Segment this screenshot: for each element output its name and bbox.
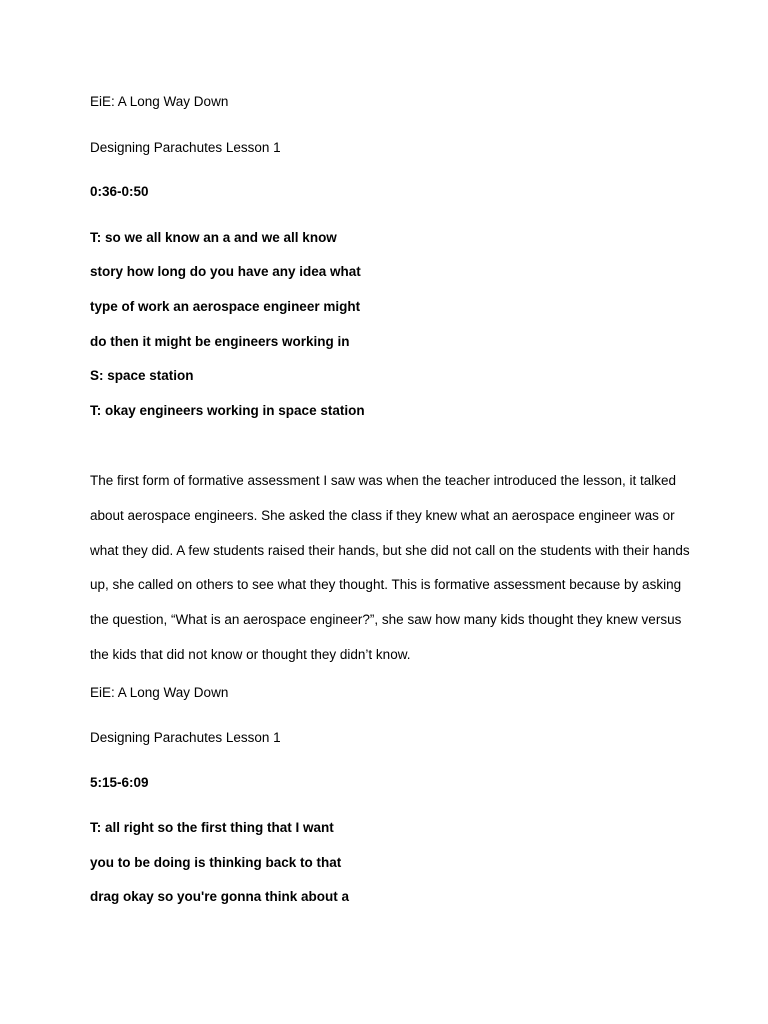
transcript-line: S: space station bbox=[90, 368, 194, 383]
transcript-line: T: so we all know an a and we all know bbox=[90, 230, 337, 245]
section2-timestamp: 5:15-6:09 bbox=[90, 775, 149, 790]
transcript-line: do then it might be engineers working in bbox=[90, 334, 350, 349]
transcript-line: drag okay so you're gonna think about a bbox=[90, 889, 349, 904]
section2-title: EiE: A Long Way Down bbox=[90, 685, 229, 700]
section1-timestamp: 0:36-0:50 bbox=[90, 184, 149, 199]
section1-title: EiE: A Long Way Down bbox=[90, 94, 229, 109]
transcript-line: T: okay engineers working in space station bbox=[90, 403, 365, 418]
transcript-line: you to be doing is thinking back to that bbox=[90, 855, 342, 870]
section1-subtitle: Designing Parachutes Lesson 1 bbox=[90, 140, 281, 155]
analysis-paragraph: The first form of formative assessment I saw was when the teacher introduced the lesson, it talked about aerospace engineers. She asked the class if they knew what an aerospace engineer was or what they did. A few students raised their hands, but she did not call on the students with their hands up, she called on others to see what they thought. This is formative assessment because by asking the question, “What is an aerospace engineer?”, she saw how many kids thought they knew versus the kids that did not know or thought they didn’t know. bbox=[90, 473, 690, 662]
transcript-line: story how long do you have any idea what bbox=[90, 264, 361, 279]
transcript-line: T: all right so the first thing that I want bbox=[90, 820, 334, 835]
transcript-line: type of work an aerospace engineer might bbox=[90, 299, 361, 314]
section2-subtitle: Designing Parachutes Lesson 1 bbox=[90, 730, 281, 745]
